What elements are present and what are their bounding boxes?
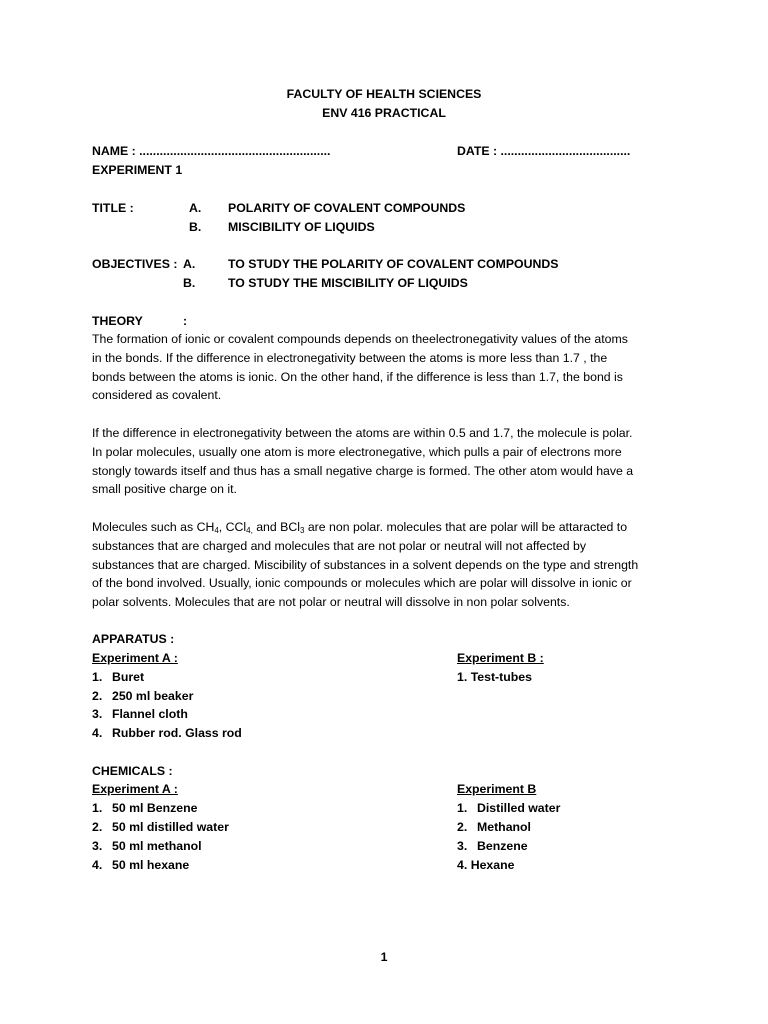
list-item [457, 856, 514, 875]
list-text: Test-tubes [470, 670, 532, 684]
paragraph-line: polar solvents. Molecules that are not polar or neutral will dissolve in non polar solvents. [92, 595, 570, 610]
list-text: Hexane [470, 858, 515, 872]
chemicals-exp-a-heading: Experiment A : [92, 782, 178, 796]
experiment-label: EXPERIMENT 1 [92, 163, 183, 177]
paragraph-line: small positive charge on it. [92, 482, 237, 497]
paragraph-line: substances that are charged. Miscibility of substances in a solvent depends on the type and strength [92, 557, 639, 572]
objective-b-letter: B. [183, 276, 196, 290]
list-item [92, 687, 193, 706]
list-text: Distilled water [477, 801, 561, 815]
paragraph-line: stongly towards itself and thus has a small negative charge is formed. The other atom would have a [92, 463, 634, 478]
theory-paragraph-3 [92, 518, 682, 612]
list-text: Buret [112, 670, 145, 684]
list-text: 50 ml hexane [112, 858, 190, 872]
paragraph-line: bonds between the atoms is ionic. On the other hand, if the difference is less than 1.7, the bond is [92, 369, 623, 384]
chemicals-exp-b-heading: Experiment B [457, 782, 537, 796]
apparatus-exp-a-heading: Experiment A : [92, 651, 178, 665]
list-text: 50 ml distilled water [112, 820, 229, 834]
list-text: Rubber rod. Glass rod [112, 726, 242, 740]
formula-text: Molecules such as CH [92, 520, 215, 534]
list-number: 4. [92, 858, 103, 872]
list-number: 1. [92, 801, 103, 815]
paragraph-line: considered as covalent. [92, 388, 222, 403]
list-number: 3. [457, 839, 468, 853]
objectives-label: OBJECTIVES : [92, 257, 178, 271]
list-number: 3. [92, 707, 103, 721]
apparatus-label: APPARATUS : [92, 632, 175, 646]
title-a-text: POLARITY OF COVALENT COMPOUNDS [228, 201, 466, 215]
list-item [92, 668, 144, 687]
list-number: 1. [457, 801, 468, 815]
list-item [92, 724, 242, 743]
theory-paragraph-2 [92, 424, 682, 499]
formula-text: are non polar. molecules that are polar will be attaracted to [304, 520, 628, 534]
course-heading: ENV 416 PRACTICAL [322, 106, 446, 120]
title-b-text: MISCIBILITY OF LIQUIDS [228, 220, 375, 234]
list-text: 250 ml beaker [112, 689, 194, 703]
paragraph-line: If the difference in electronegativity between the atoms are within 0.5 and 1.7, the molecule is polar. [92, 426, 633, 440]
paragraph-line: of the bond involved. Usually, ionic compounds or molecules which are polar will dissolve in ionic or [92, 576, 632, 591]
list-item [92, 818, 229, 837]
list-number: 2. [92, 689, 103, 703]
apparatus-exp-b-heading: Experiment B : [457, 651, 544, 665]
list-item [92, 705, 188, 724]
list-text: Flannel cloth [112, 707, 188, 721]
faculty-heading: FACULTY OF HEALTH SCIENCES [286, 87, 482, 101]
list-item [92, 837, 202, 856]
date-field: DATE : ...................................... [457, 144, 631, 158]
list-text: 50 ml Benzene [112, 801, 198, 815]
chemicals-label: CHEMICALS : [92, 764, 173, 778]
subscript: 4 [214, 526, 219, 535]
paragraph-line: The formation of ionic or covalent compounds depends on theelectronegativity values of the atoms [92, 332, 628, 346]
list-item [457, 818, 531, 837]
title-b-letter: B. [189, 220, 202, 234]
title-label: TITLE : [92, 201, 134, 215]
list-number: 1. [457, 670, 468, 684]
objective-a-letter: A. [183, 257, 196, 271]
list-item [457, 799, 560, 818]
list-text: 50 ml methanol [112, 839, 202, 853]
theory-paragraph-1 [92, 330, 682, 405]
list-item [457, 837, 528, 856]
list-text: Methanol [477, 820, 531, 834]
theory-colon: : [183, 314, 188, 328]
list-number: 4. [457, 858, 468, 872]
list-number: 2. [457, 820, 468, 834]
list-number: 4. [92, 726, 103, 740]
list-item [457, 668, 532, 687]
list-item [92, 799, 197, 818]
subscript: 4, [246, 526, 253, 535]
list-item [92, 856, 189, 875]
objective-b-text: TO STUDY THE MISCIBILITY OF LIQUIDS [228, 276, 468, 290]
subscript: 3 [299, 526, 305, 535]
paragraph-line-formulas [92, 518, 682, 537]
objective-a-text: TO STUDY THE POLARITY OF COVALENT COMPOUNDS [228, 257, 559, 271]
list-text: Benzene [477, 839, 528, 853]
page-number: 1 [380, 950, 388, 964]
name-field: NAME : ........................................................ [92, 144, 331, 158]
title-a-letter: A. [189, 201, 202, 215]
paragraph-line: in the bonds. If the difference in electronegativity between the atoms is more less than 1.7 , the [92, 350, 608, 365]
formula-text: , CCl [218, 520, 247, 534]
list-number: 1. [92, 670, 103, 684]
paragraph-line: In polar molecules, usually one atom is more electronegative, which pulls a pair of electrons more [92, 444, 622, 459]
paragraph-line: substances that are charged and molecules that are not polar or neutral will not affected by [92, 538, 586, 553]
theory-label: THEORY [92, 314, 143, 328]
list-number: 3. [92, 839, 103, 853]
formula-text: and BCl [252, 520, 300, 534]
list-number: 2. [92, 820, 103, 834]
